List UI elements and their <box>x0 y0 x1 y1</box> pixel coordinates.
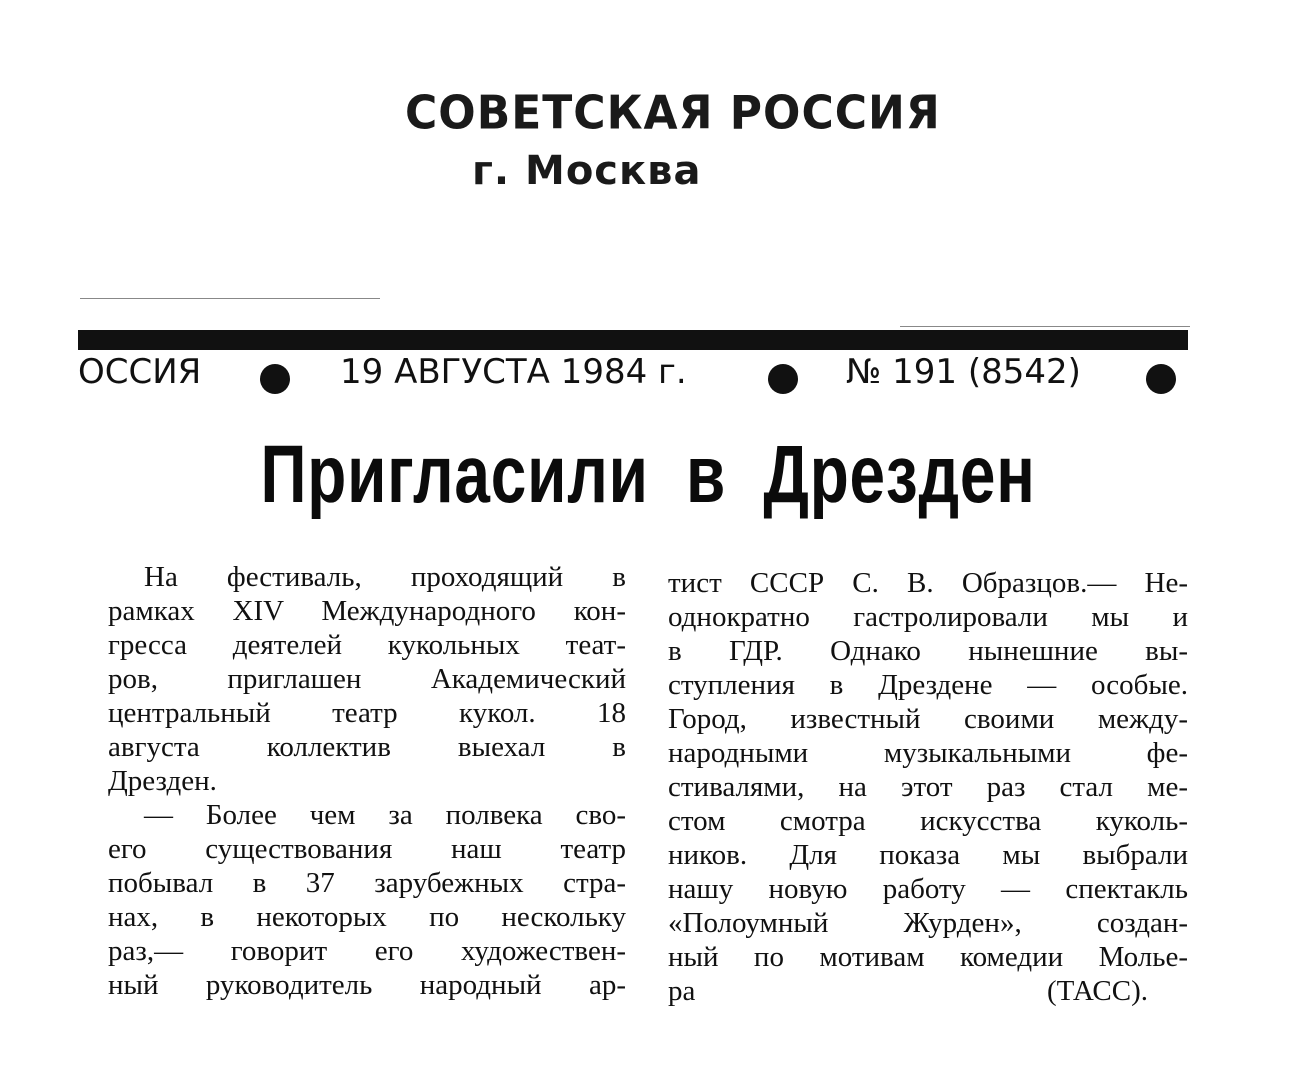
masthead <box>78 352 1188 404</box>
text-line: Город, известный своими между- <box>668 703 1188 735</box>
masthead-rule <box>78 330 1188 350</box>
text-line: тист СССР С. В. Образцов.— Не- <box>668 567 1188 599</box>
text-line: рамках XIV Международного кон- <box>108 595 626 627</box>
divider-faint-left <box>80 298 380 299</box>
text-line: в ГДР. Однако нынешние вы- <box>668 635 1188 667</box>
text-line: гресса деятелей кукольных теат- <box>108 629 626 661</box>
text-line: ров, приглашен Академический <box>108 663 626 695</box>
text-line: его существования наш театр <box>108 833 626 865</box>
text-line: центральный театр кукол. 18 <box>108 697 626 729</box>
article-right-column <box>668 566 1188 1008</box>
bullet-dot <box>768 364 798 394</box>
bullet-dot <box>1146 364 1176 394</box>
divider-faint-right <box>900 326 1190 327</box>
article-headline: Пригласили в Дрезден <box>260 429 1036 520</box>
text-line: — Более чем за полвека сво- <box>144 799 626 831</box>
text-line: однократно гастролировали мы и <box>668 601 1188 633</box>
text-line: раз,— говорит его художествен- <box>108 935 626 967</box>
text-line: стивалями, на этот раз стал ме- <box>668 771 1188 803</box>
text-line: народными музыкальными фе- <box>668 737 1188 769</box>
text-line: нашу новую работу — спектакль <box>668 873 1188 905</box>
masthead-issue: № 191 (8542) <box>846 352 1081 392</box>
text-line: августа коллектив выехал в <box>108 731 626 763</box>
text-line: «Полоумный Журден», создан- <box>668 907 1188 939</box>
text-line: стом смотра искусства куколь- <box>668 805 1188 837</box>
text-line: ступления в Дрездене — особые. <box>668 669 1188 701</box>
text-line: На фестиваль, проходящий в <box>144 561 626 593</box>
article-source-tass: (ТАСС). <box>1046 975 1148 1007</box>
text-line: Дрезден. <box>108 765 217 797</box>
text-line: нах, в некоторых по нескольку <box>108 901 626 933</box>
text-line-final-word: ра <box>668 975 696 1007</box>
stamp-newspaper-name: СОВЕТСКАЯ РОССИЯ <box>405 86 941 141</box>
text-line: ников. Для показа мы выбрали <box>668 839 1188 871</box>
text-line: ный по мотивам комедии Молье- <box>668 941 1188 973</box>
masthead-date: 19 АВГУСТА 1984 г. <box>340 352 687 392</box>
masthead-name-fragment: ОССИЯ <box>78 352 202 392</box>
article-left-column <box>108 560 626 1002</box>
article-closing-line <box>668 974 1188 1008</box>
text-line: ный руководитель народный ар- <box>108 969 626 1001</box>
stamp-city: г. Москва <box>472 148 702 194</box>
text-line: побывал в 37 зарубежных стра- <box>108 867 626 899</box>
bullet-dot <box>260 364 290 394</box>
